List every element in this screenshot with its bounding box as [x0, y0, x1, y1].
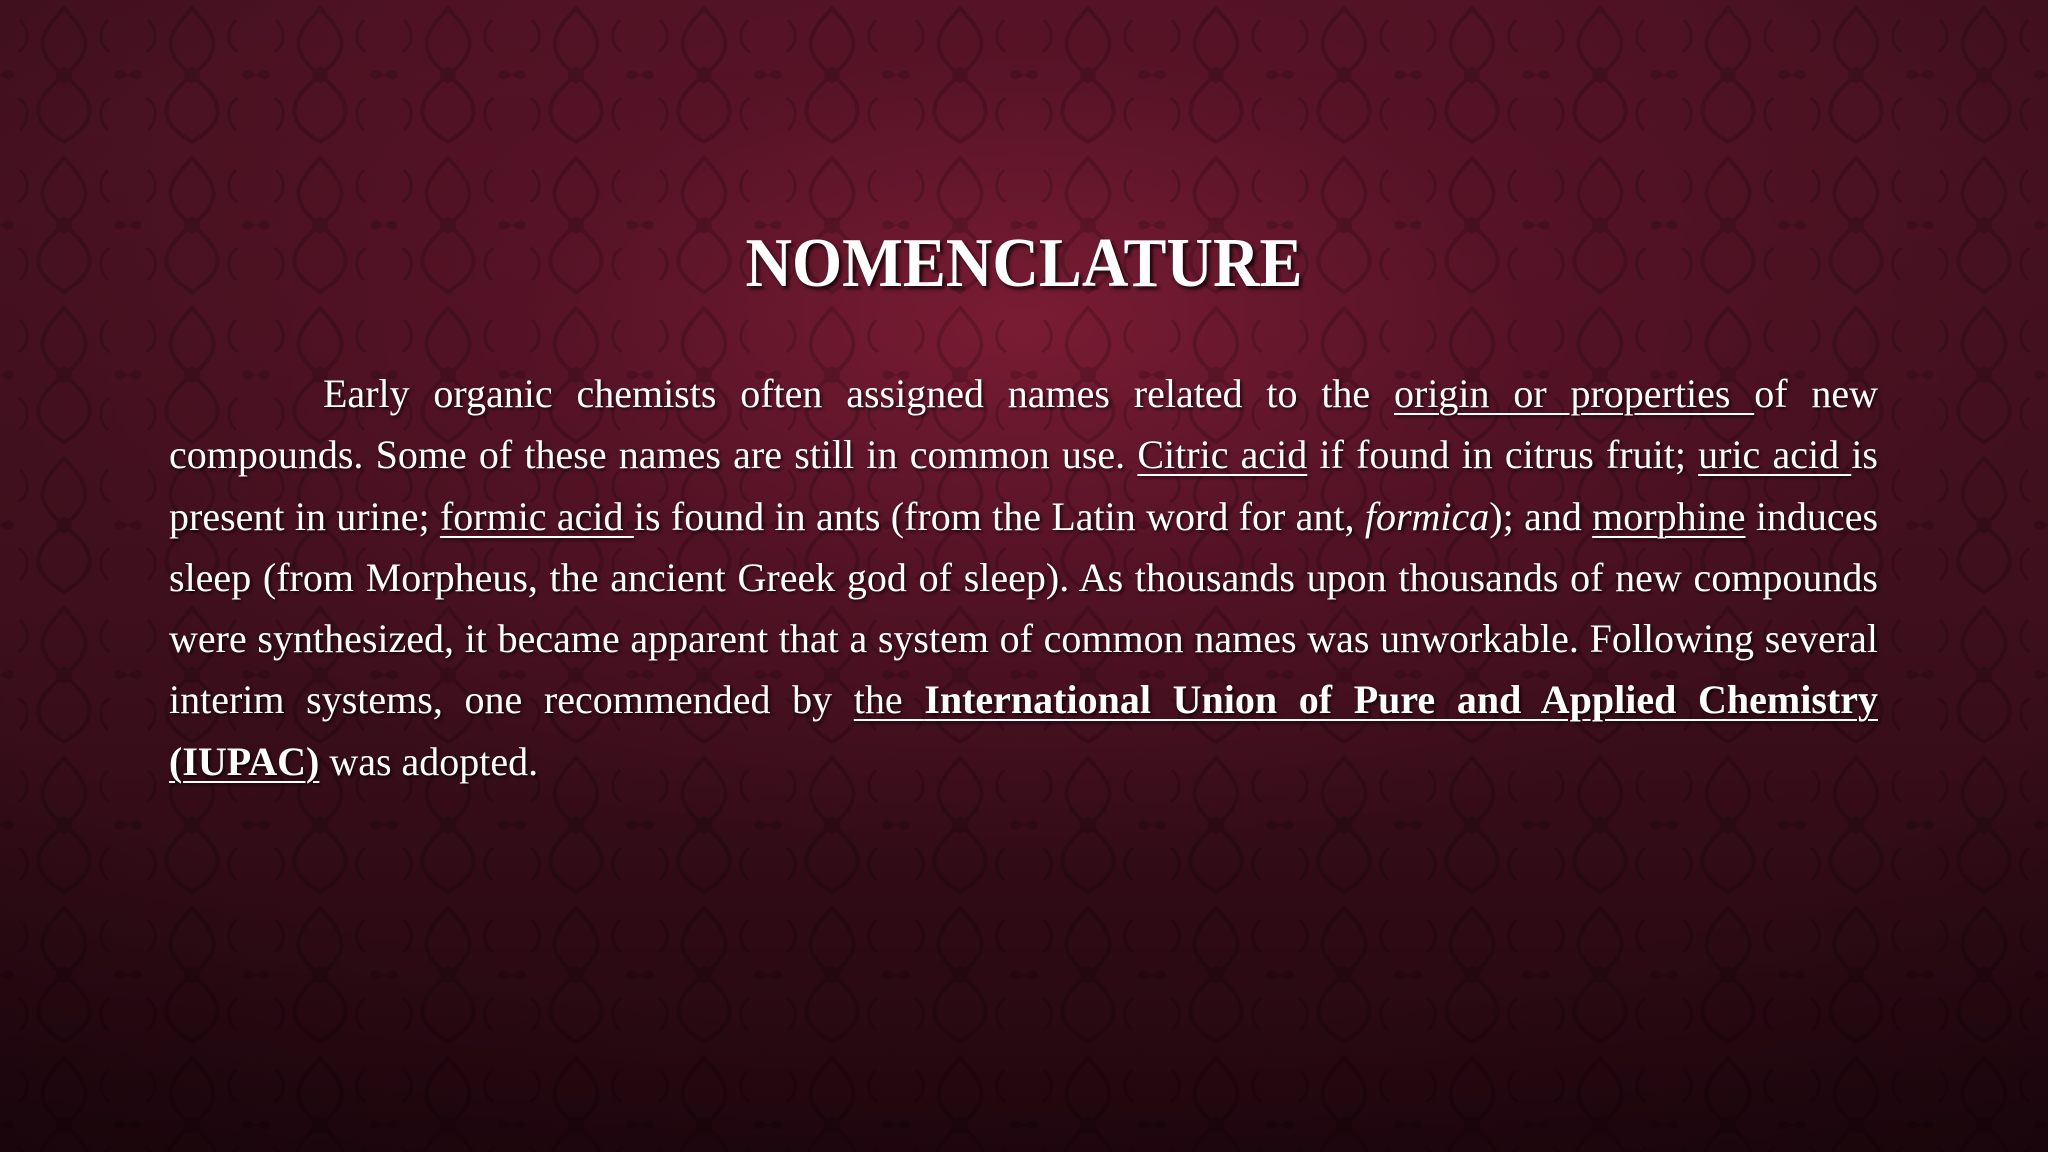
- body-text-segment: is found in ants (from the Latin word for ant,: [633, 493, 1365, 539]
- body-text-segment: ); and: [1489, 493, 1593, 539]
- body-text-segment: is present in urine;: [169, 432, 1878, 539]
- body-text-segment: induces sleep (from Morpheus, the ancient Greek god of sleep). As thousands upon thousands of new compounds were synthesized, it became apparent that a system of common names was unworkable. Following several interim systems, one recommended by: [169, 493, 1879, 723]
- slide-body-paragraph: [169, 363, 1878, 792]
- body-text-segment: if found in citrus fruit;: [1307, 432, 1699, 478]
- body-text-segment: of new compounds. Some of these names are still in common use.: [169, 371, 1879, 478]
- body-text-segment: Early organic chemists often assigned names related to the: [323, 371, 1394, 416]
- link-origin-or-properties[interactable]: origin or properties: [1394, 371, 1755, 416]
- link-citric-acid[interactable]: Citric acid: [1137, 432, 1308, 478]
- link-iupac-prefix[interactable]: the: [853, 677, 925, 723]
- italic-formica: formica: [1364, 493, 1490, 539]
- slide-title: NOMENCLATURE: [745, 225, 1303, 302]
- body-text-segment: was adopted.: [319, 738, 539, 784]
- link-formic-acid[interactable]: formic acid: [439, 493, 634, 539]
- link-uric-acid[interactable]: uric acid: [1698, 432, 1852, 478]
- link-iupac[interactable]: International Union of Pure and Applied Chemistry (IUPAC): [169, 677, 1878, 784]
- link-morphine[interactable]: morphine: [1592, 493, 1746, 539]
